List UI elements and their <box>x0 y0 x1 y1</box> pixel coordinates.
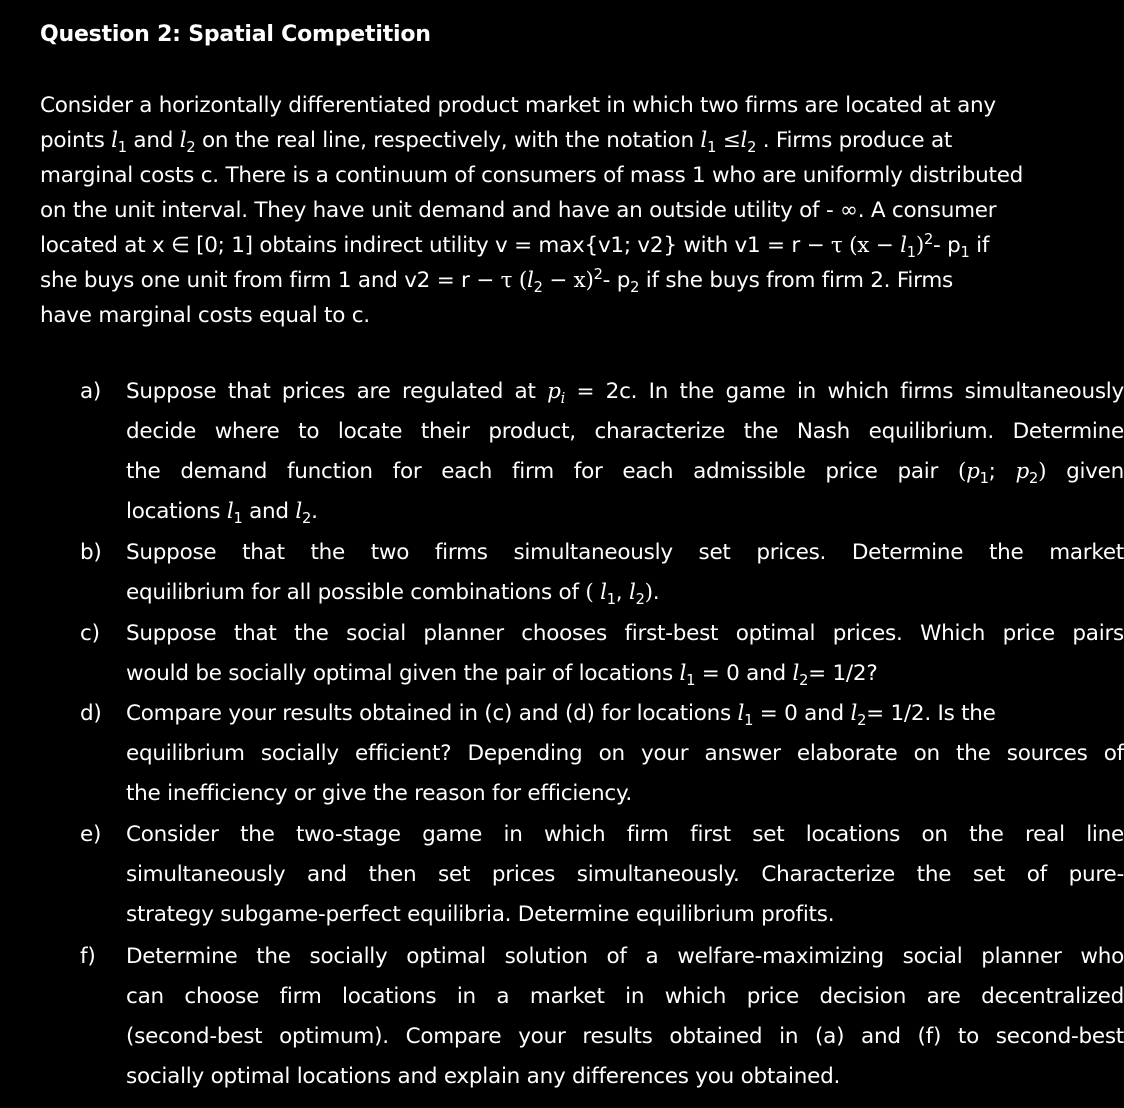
item-line: Suppose that the social planner chooses first-best optimal prices. Which price pairs <box>126 621 1124 646</box>
item-line: Suppose that prices are regulated at $p_i = 2c$. In the game in which firms simultaneously <box>126 379 1124 408</box>
item-line: the inefficiency or give the reason for efficiency. <box>126 781 632 806</box>
intro-line: located at x ∈ [0; 1] obtains indirect utility v = max{v1; v2} with v1 = r − τ $(x - l_1)^2-$ $p_1$ if <box>40 230 990 262</box>
intro-line: she buys one unit from firm 1 and v2 = r − τ $(l_2 - x)^2-$ $p_2$ if she buys from firm 2. Firms <box>40 265 953 297</box>
item-line: equilibrium for all possible combinations of ( $l_1$, $l_2$). <box>126 580 660 609</box>
intro-line: marginal costs c. There is a continuum of consumers of mass 1 who are uniformly distributed <box>40 163 1024 188</box>
item-line: equilibrium socially efficient? Depending on your answer elaborate on the sources of <box>126 741 1124 766</box>
item-label: a) <box>80 379 102 404</box>
item-line: Compare your results obtained in (c) and (d) for locations $l_1 = 0$ and $l_2= 1/2$. Is the <box>126 701 996 730</box>
item-line: Determine the socially optimal solution of a welfare-maximizing social planner who <box>126 944 1124 969</box>
item-line: Suppose that the two firms simultaneously set prices. Determine the market <box>126 540 1124 565</box>
intro-line: on the unit interval. They have unit demand and have an outside utility of - ∞. A consumer <box>40 198 997 223</box>
item-line: Consider the two-stage game in which firm first set locations on the real line <box>126 822 1124 847</box>
item-line: (second-best optimum). Compare your results obtained in (a) and (f) to second-best <box>126 1024 1124 1049</box>
item-line: simultaneously and then set prices simultaneously. Characterize the set of pure- <box>126 862 1124 887</box>
intro-line: have marginal costs equal to c. <box>40 303 370 328</box>
question-title: Question 2: Spatial Competition <box>40 22 431 47</box>
item-line: the demand function for each firm for each admissible price pair ($p_1$; $p_2$) given <box>126 459 1124 488</box>
item-label: c) <box>80 621 100 646</box>
item-line: decide where to locate their product, characterize the Nash equilibrium. Determine <box>126 419 1124 444</box>
intro-paragraph <box>40 88 1122 333</box>
item-label: d) <box>80 701 102 726</box>
item-line: strategy subgame-perfect equilibria. Determine equilibrium profits. <box>126 902 835 927</box>
item-label: f) <box>80 944 96 969</box>
item-line: would be socially optimal given the pair of locations $l_1 = 0$ and $l_2= 1/2$? <box>126 661 878 690</box>
item-line: can choose firm locations in a market in which price decision are decentralized <box>126 984 1124 1009</box>
intro-line: Consider a horizontally differentiated product market in which two firms are located at any <box>40 93 996 118</box>
item-label: e) <box>80 822 102 847</box>
item-line: socially optimal locations and explain any differences you obtained. <box>126 1064 841 1089</box>
intro-line: points $l_1$ and $l_2$ on the real line, respectively, with the notation $l_1 \le l_2$ . Firms produce at <box>40 128 953 157</box>
item-line: locations $l_1$ and $l_2$. <box>126 499 318 528</box>
item-label: b) <box>80 540 102 565</box>
